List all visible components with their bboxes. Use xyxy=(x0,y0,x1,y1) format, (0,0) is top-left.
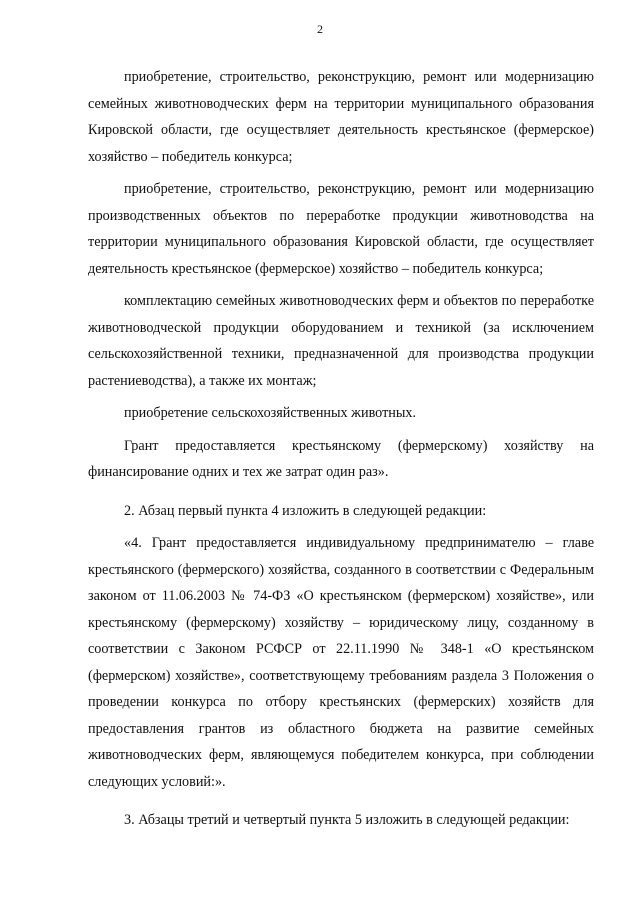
paragraph-amendment-2: 2. Абзац первый пункта 4 изложить в следующей редакции: xyxy=(124,502,487,519)
paragraph-amendment-3: 3. Абзацы третий и четвертый пункта 5 изложить в следующей редакции: xyxy=(124,812,570,828)
paragraph-farms: приобретение, строительство, реконструкцию, ремонт или модернизацию семейных животноводческих ферм на территории муниципального образования Кировской области, где осуществляет деятельность крестьянское (фермерское) хозяйство – победитель конкурса; xyxy=(88,69,594,165)
paragraph-animals: приобретение сельскохозяйственных животных. xyxy=(124,405,417,421)
paragraph-equipment: комплектацию семейных животноводческих ферм и объектов по переработке животноводческой продукции оборудованием и техникой (за исключением сельскохозяйственной техники, предназначенной для производства продукции растениеводства), а также их монтаж; xyxy=(88,293,594,389)
page-number: 2 xyxy=(317,22,323,36)
paragraph-clause-4: «4. Грант предоставляется индивидуальному предпринимателю – главе крестьянского (фермерского) хозяйства, созданного в соответствии с Федеральным законом от 11.06.2003 № 74-ФЗ «О крестьянском (фермерском) хозяйстве», или крестьянскому (фермерскому) хозяйству – юридическому лицу, созданному в соответствии с Законом РСФСР от 22.11.1990 № 348-1 «О крестьянском (фермерском) хозяйстве», соответствующему требованиям раздела 3 Положения о проведении конкурса по отбору крестьянских (фермерских) хозяйств для предоставления грантов из областного бюджета на развитие семейных животноводческих ферм, являющемуся победителем конкурса, при соблюдении следующих условий:». xyxy=(88,535,594,790)
paragraph-grant-once: Грант предоставляется крестьянскому (фермерскому) хозяйству на финансирование одних и тех же затрат один раз». xyxy=(88,437,594,480)
document-body xyxy=(88,64,594,840)
paragraph-processing-objects: приобретение, строительство, реконструкцию, ремонт или модернизацию производственных объектов по переработке продукции животноводства на территории муниципального образования Кировской области, где осуществляет деятельность крестьянское (фермерское) хозяйство – победитель конкурса; xyxy=(88,181,594,277)
